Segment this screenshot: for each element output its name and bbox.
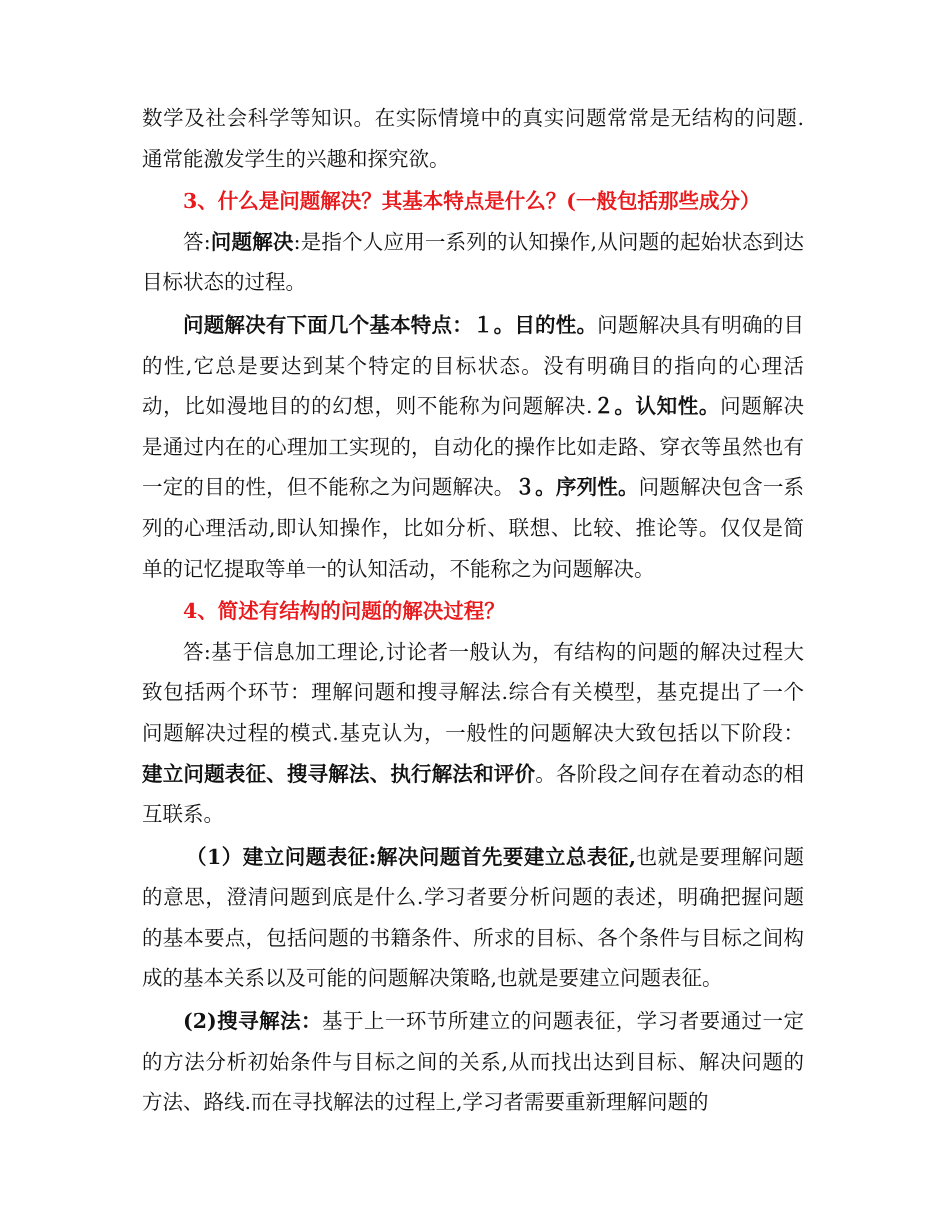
features-lead: 问题解决有下面几个基本特点：: [183, 312, 473, 337]
feature-3-text: 问题解决包含一系列的心理活动,即认知操作，比如分析、联想、比较、推论等。仅仅是简单的记忆提取等单一的认知活动，不能称之为问题解决。: [142, 475, 805, 581]
features-paragraph: [142, 305, 804, 589]
feature-3-label: ３。序列性。: [514, 475, 639, 500]
feature-2-text: 问题解决是通过内在的心理加工实现的，自动化的操作比如走路、穿衣等虽然也有一定的目的性，但不能称之为问题解决。: [142, 394, 805, 500]
answer-term: 问题解决: [210, 229, 294, 254]
feature-2-label: ２。认知性。: [592, 394, 721, 419]
feature-1-text: 问题解决具有明确的目的性,它总是要达到某个特定的目标状态。没有明确目的指向的心理活动，比如漫地目的的幻想，则不能称为问题解决.: [142, 312, 805, 419]
answer-text: 答:基于信息加工理论,讨论者一般认为，有结构的问题的解决过程大致包括两个环节：理解问题和搜寻解法.综合有关模型，基克提出了一个问题解决过程的模式.基克认为，一般性的问题解决大致包括以下阶段：: [142, 639, 804, 745]
question-3-answer: [142, 222, 804, 303]
stage-1-text: 也就是要理解问题的意思，澄清问题到底是什么.学习者要分析问题的表述，明确把握问题的基本要点，包括问题的书籍条件、所求的目标、各个条件与目标之间构成的基本关系以及可能的问题解决策略,也就是要建立问题表征。: [142, 844, 805, 991]
answer-definition: :是指个人应用一系列的认知操作,从问题的起始状态到达目标状态的过程。: [142, 229, 804, 295]
stage-2-title: (2)搜寻解法：: [183, 1009, 323, 1034]
stage-1-title: （1）建立问题表征:解决问题首先要建立总表征,: [186, 844, 636, 869]
question-4-answer: [142, 632, 804, 835]
answer-stages: 建立问题表征、搜寻解法、执行解法和评价: [142, 761, 536, 786]
stage-2-text: 基于上一环节所建立的问题表征，学习者要通过一定的方法分析初始条件与目标之间的关系,从而找出达到目标、解决问题的方法、路线.而在寻找解法的过程上,学习者需要重新理解问题的: [142, 1009, 805, 1115]
feature-1-label: １。目的性。: [472, 312, 598, 337]
answer-end: 。各阶段之间存在着动态的相互联系。: [142, 761, 805, 827]
answer-prefix: 答:: [183, 229, 211, 254]
question-4-heading: 4、简述有结构的问题的解决过程？: [183, 599, 505, 624]
question-3-heading: 3、什么是问题解决？其基本特点是什么？(一般包括那些成分）: [183, 189, 761, 214]
stage-1-paragraph: [142, 837, 804, 999]
document-body: [142, 98, 804, 1123]
stage-2-paragraph: [142, 1001, 804, 1123]
intro-paragraph: 数学及社会科学等知识。在实际情境中的真实问题常常是无结构的问题.通常能激发学生的兴趣和探究欲。: [142, 106, 804, 171]
